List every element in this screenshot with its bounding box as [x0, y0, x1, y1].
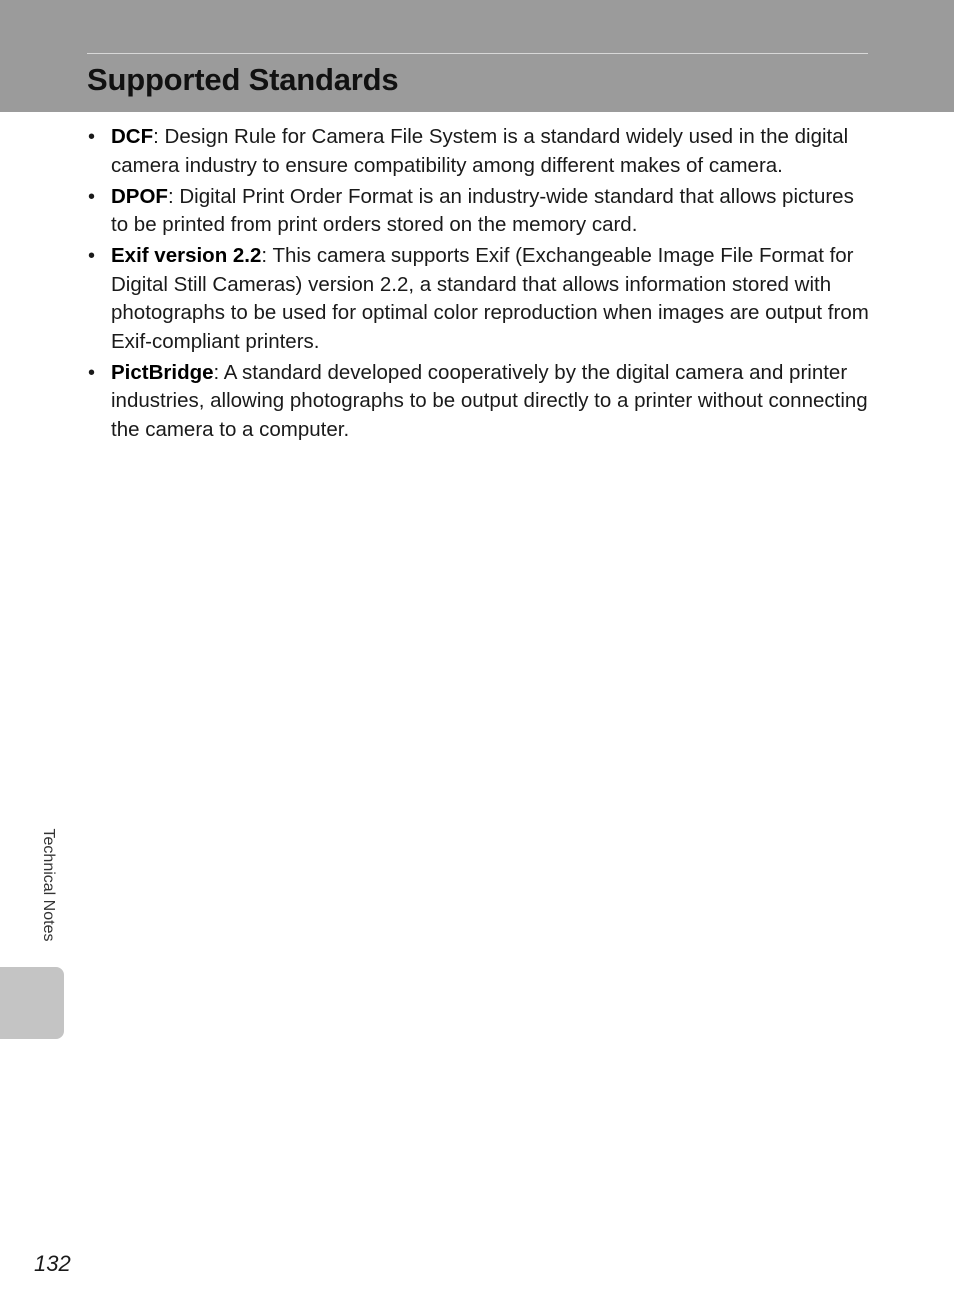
standard-term: DPOF — [111, 184, 168, 208]
bullet-icon: • — [88, 361, 96, 384]
list-item-exif — [87, 242, 869, 356]
section-tab-label: Technical Notes — [40, 828, 57, 942]
standard-description: : Digital Print Order Format is an industry-wide standard that allows pictures to be printed from print orders stored on the memory card. — [111, 184, 854, 236]
standard-term: Exif version 2.2 — [111, 244, 262, 267]
header-divider — [87, 53, 868, 54]
standard-term: PictBridge — [111, 360, 214, 384]
standard-description: : Design Rule for Camera File System is a standard widely used in the digital camera industry to ensure compatibility among different makes of camera. — [111, 125, 849, 177]
list-item-dcf — [87, 123, 869, 180]
page-number: 132 — [34, 1251, 71, 1276]
standard-term: DCF — [111, 125, 154, 148]
bullet-icon: • — [88, 185, 96, 208]
list-item-dpof — [87, 183, 869, 240]
list-item-pictbridge — [87, 359, 869, 445]
standard-description: : A standard developed cooperatively by the digital camera and printer industries, allowing photographs to be output directly to a printer without connecting the camera to a computer. — [111, 360, 868, 441]
section-tab — [0, 967, 64, 1039]
page-title: Supported Standards — [87, 62, 399, 97]
standard-description: : This camera supports Exif (Exchangeable Image File Format for Digital Still Cameras) version 2.2, a standard that allows information stored with photographs to be used for optimal color reproduction when images are output from Exif-compliant printers. — [111, 244, 869, 353]
bullet-icon: • — [88, 126, 96, 148]
standards-list — [87, 123, 869, 447]
bullet-icon: • — [88, 245, 96, 267]
